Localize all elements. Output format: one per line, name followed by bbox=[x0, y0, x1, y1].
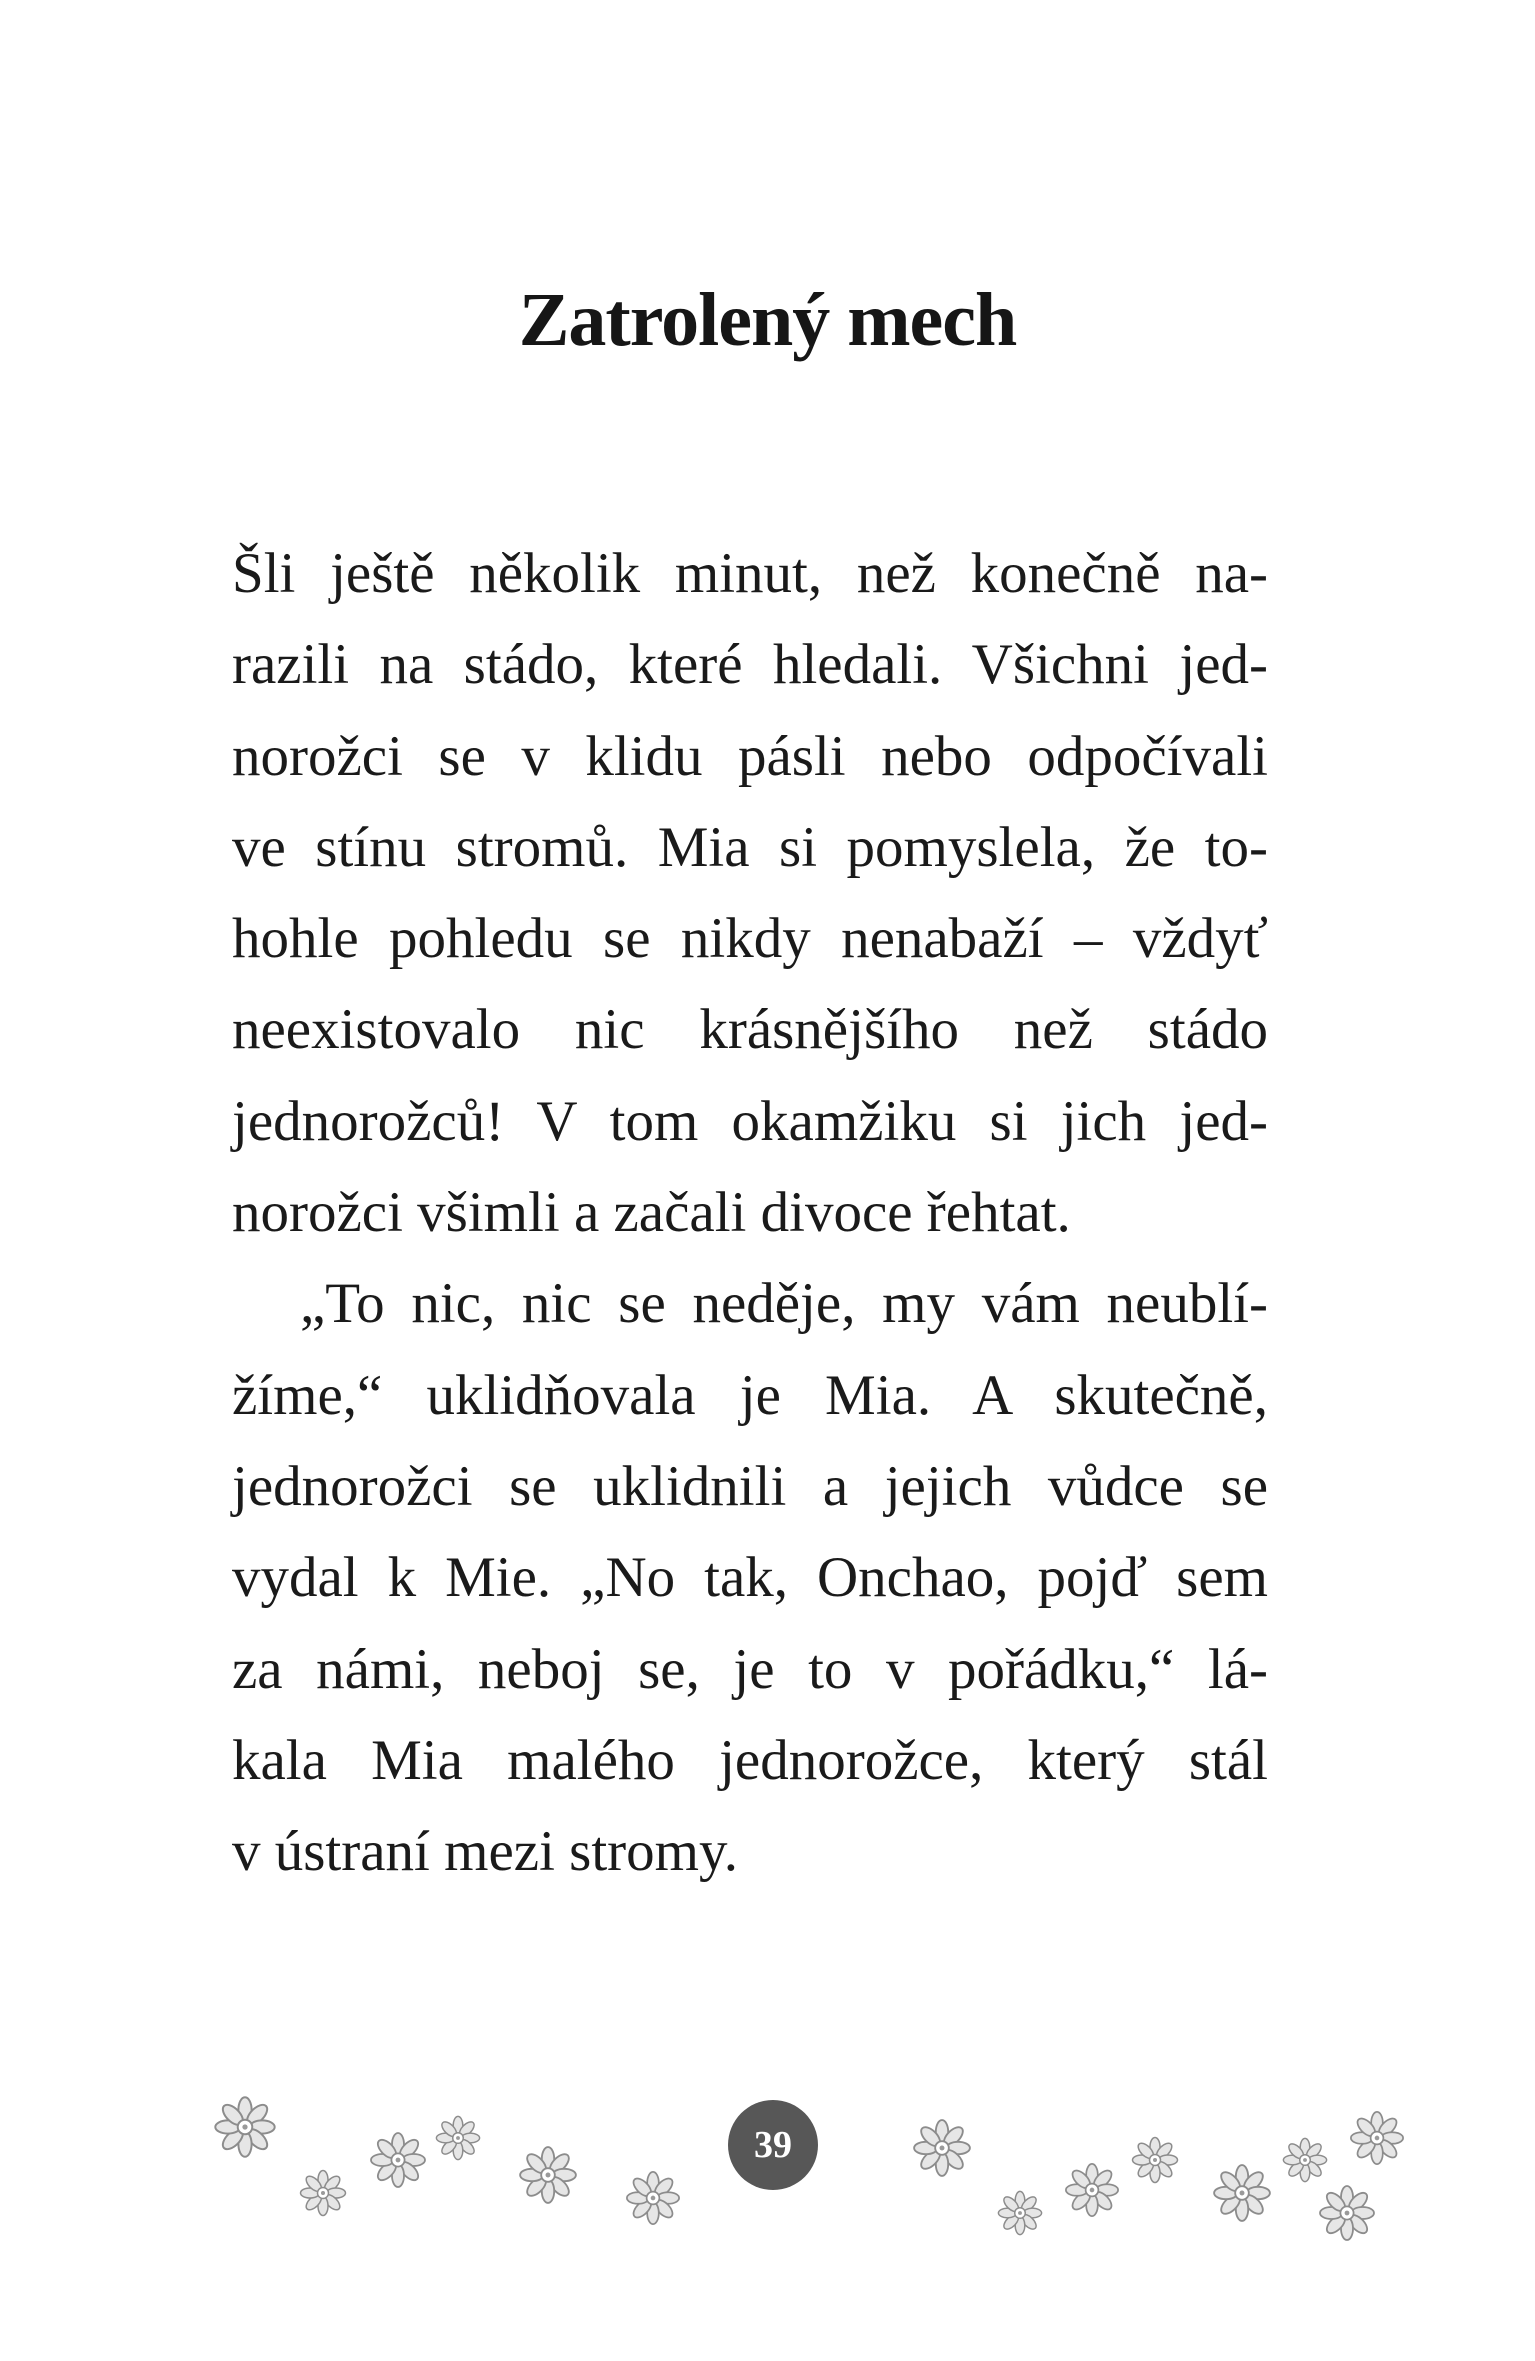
text-line: „To nic, nic se neděje, my vám neublí- bbox=[300, 1272, 1268, 1336]
body-text bbox=[232, 528, 1268, 1897]
text-line: jednorožci se uklidnili a jejich vůdce se bbox=[232, 1454, 1268, 1518]
flower-icon bbox=[368, 2130, 428, 2190]
text-line: žíme,“ uklidňovala je Mia. A skutečně, bbox=[232, 1363, 1268, 1427]
flower-icon bbox=[434, 2114, 482, 2162]
text-line: Šli ještě několik minut, než konečně na- bbox=[232, 542, 1268, 605]
paragraph bbox=[232, 1258, 1268, 1897]
text-line: ve stínu stromů. Mia si pomyslela, že to- bbox=[232, 815, 1268, 879]
text-line: norožci všimli a začali divoce řehtat. bbox=[232, 1181, 1071, 1245]
text-line: jednorožců! V tom okamžiku si jich jed- bbox=[232, 1089, 1268, 1153]
flower-icon bbox=[212, 2094, 278, 2160]
paragraph bbox=[232, 528, 1268, 1258]
text-line: hohle pohledu se nikdy nenabaží – vždyť bbox=[232, 907, 1268, 971]
flower-icon bbox=[1211, 2162, 1273, 2224]
chapter-title: Zatrolený mech bbox=[518, 278, 1017, 362]
flower-icon bbox=[624, 2169, 682, 2227]
flower-icon bbox=[996, 2189, 1044, 2237]
page-number: 39 bbox=[728, 2100, 818, 2190]
flower-icon bbox=[298, 2168, 348, 2218]
text-line: vydal k Mie. „No tak, Onchao, pojď sem bbox=[232, 1546, 1268, 1610]
text-line: za námi, neboj se, je to v pořádku,“ lá- bbox=[232, 1637, 1268, 1701]
text-line: kala Mia malého jednorožce, který stál bbox=[232, 1728, 1268, 1792]
text-line: razili na stádo, které hledali. Všichni jed- bbox=[232, 633, 1268, 697]
flower-icon bbox=[1063, 2161, 1121, 2219]
text-line: v ústraní mezi stromy. bbox=[232, 1820, 739, 1884]
flower-icon bbox=[517, 2144, 579, 2206]
flower-icon bbox=[1130, 2135, 1180, 2185]
flower-icon bbox=[1317, 2183, 1377, 2243]
flower-icon bbox=[1281, 2136, 1329, 2184]
flower-icon bbox=[911, 2117, 973, 2179]
text-line: neexistovalo nic krásnějšího než stádo bbox=[232, 998, 1268, 1062]
text-line: norožci se v klidu pásli nebo odpočívali bbox=[232, 724, 1268, 788]
flower-icon bbox=[1348, 2109, 1406, 2167]
